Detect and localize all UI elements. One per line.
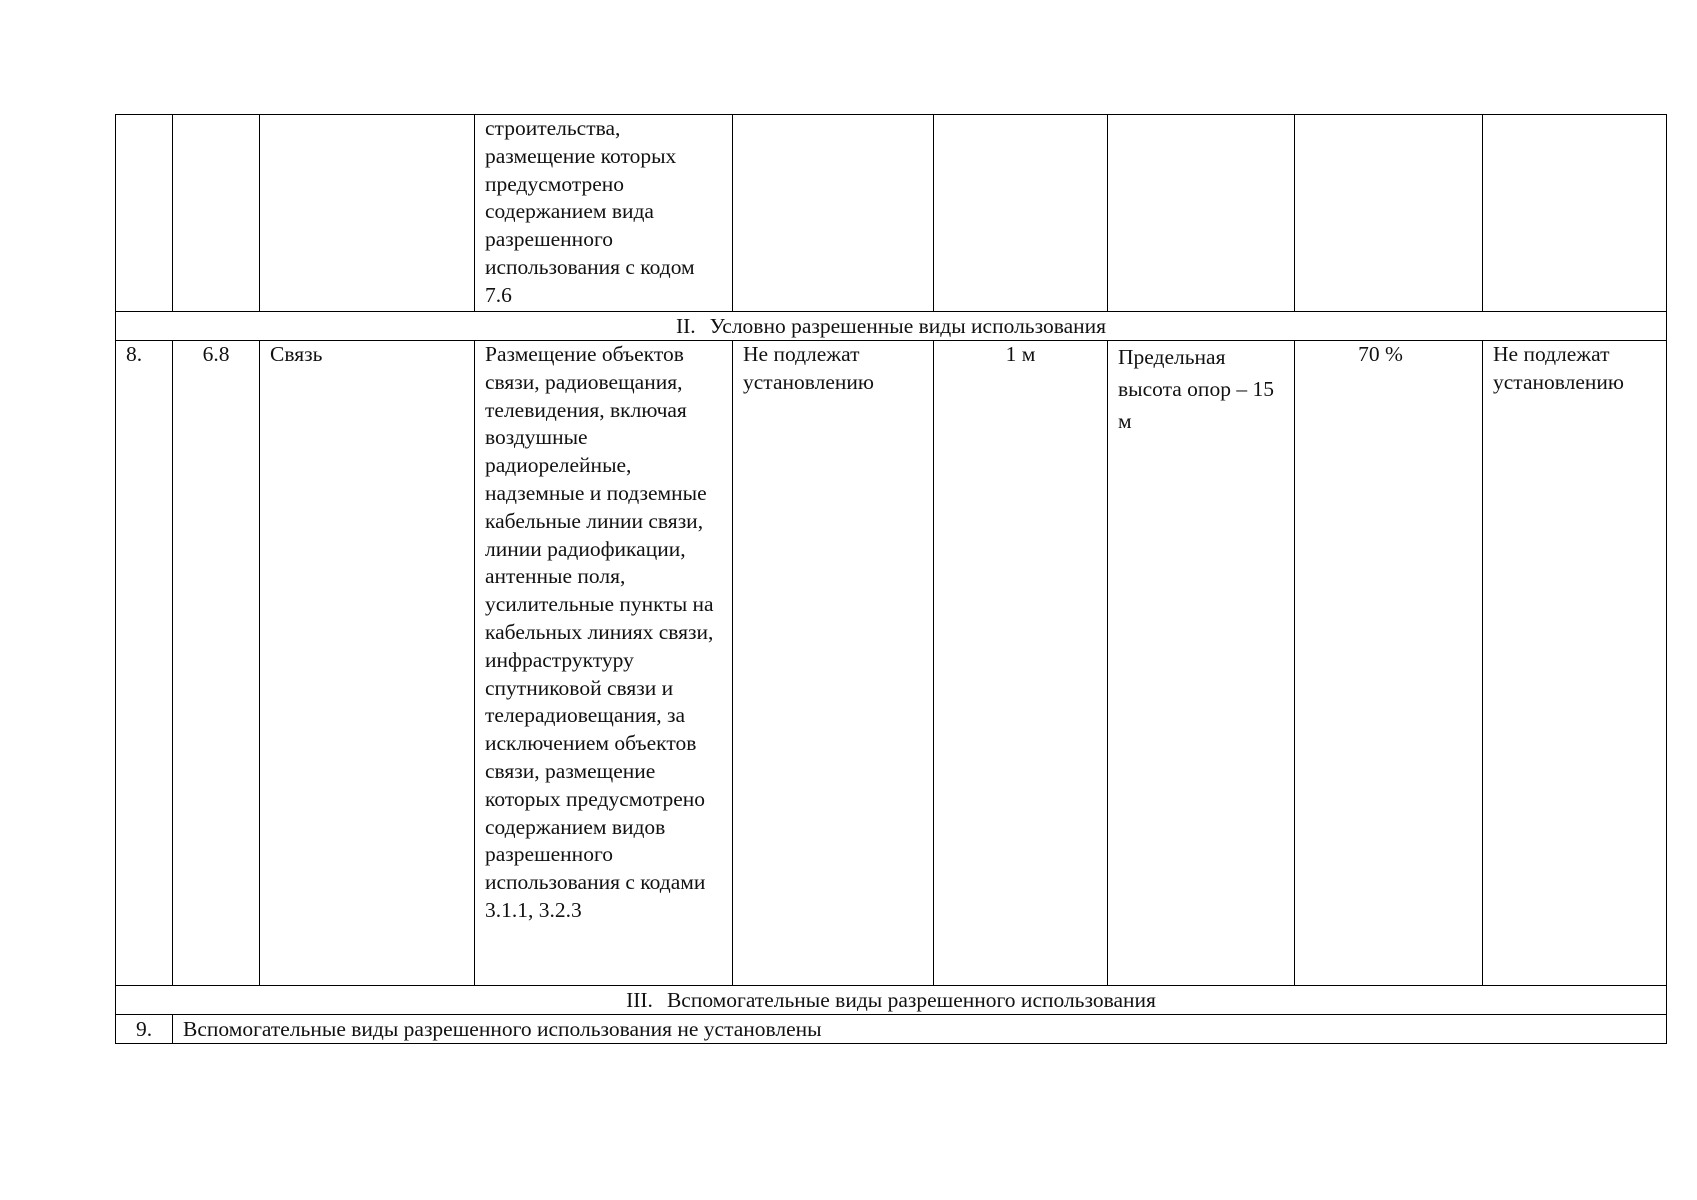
section-title-cell xyxy=(116,986,1667,1015)
cell-name xyxy=(260,115,475,312)
section-header-3 xyxy=(116,986,1667,1015)
cell-col7-text: Предельная высота опор – 15 м xyxy=(1118,345,1274,433)
table-row-9 xyxy=(116,1015,1667,1044)
cell-col9: Не подлежат установлению xyxy=(1483,341,1667,986)
cell-number xyxy=(116,115,173,312)
section-numeral: II. xyxy=(675,314,696,338)
cell-description: строительства, размещение которых предусмотрено содержанием вида разрешенного использования с кодом 7.6 xyxy=(475,115,733,312)
cell-col8 xyxy=(1295,341,1483,986)
zoning-table xyxy=(115,114,1667,1044)
cell-col5 xyxy=(733,115,934,312)
section-title: Вспомогательные виды разрешенного использования xyxy=(666,988,1156,1012)
cell-col6: 1 м xyxy=(934,341,1108,986)
cell-col9 xyxy=(1483,115,1667,312)
cell-code xyxy=(173,115,260,312)
cell-code: 6.8 xyxy=(173,341,260,986)
section-numeral: III. xyxy=(626,988,653,1012)
cell-col8-text: 70 % xyxy=(1358,342,1403,366)
section-title: Условно разрешенные виды использования xyxy=(709,314,1107,338)
table-row-carryover xyxy=(116,115,1667,312)
cell-col8 xyxy=(1295,115,1483,312)
table-row-8 xyxy=(116,341,1667,986)
section-title-cell xyxy=(116,312,1667,341)
cell-col7 xyxy=(1108,115,1295,312)
cell-number: 8. xyxy=(116,341,173,986)
cell-name: Связь xyxy=(260,341,475,986)
cell-col5: Не подлежат установлению xyxy=(733,341,934,986)
cell-number: 9. xyxy=(116,1015,173,1044)
cell-description: Размещение объектов связи, радиовещания, телевидения, включая воздушные радиорелейные, надземные и подземные кабельные линии связи, линии радиофикации, антенные поля, усилительные пункты на кабельных линиях связи, инфраструктуру спутниковой связи и телерадиовещания, за исключением объектов связи, размещение которых предусмотрено содержанием видов разрешенного использования с кодами 3.1.1, 3.2.3 xyxy=(475,341,733,986)
cell-col6 xyxy=(934,115,1108,312)
cell-col7 xyxy=(1108,341,1295,986)
cell-merged-text: Вспомогательные виды разрешенного использования не установлены xyxy=(173,1015,1667,1044)
section-header-2 xyxy=(116,312,1667,341)
